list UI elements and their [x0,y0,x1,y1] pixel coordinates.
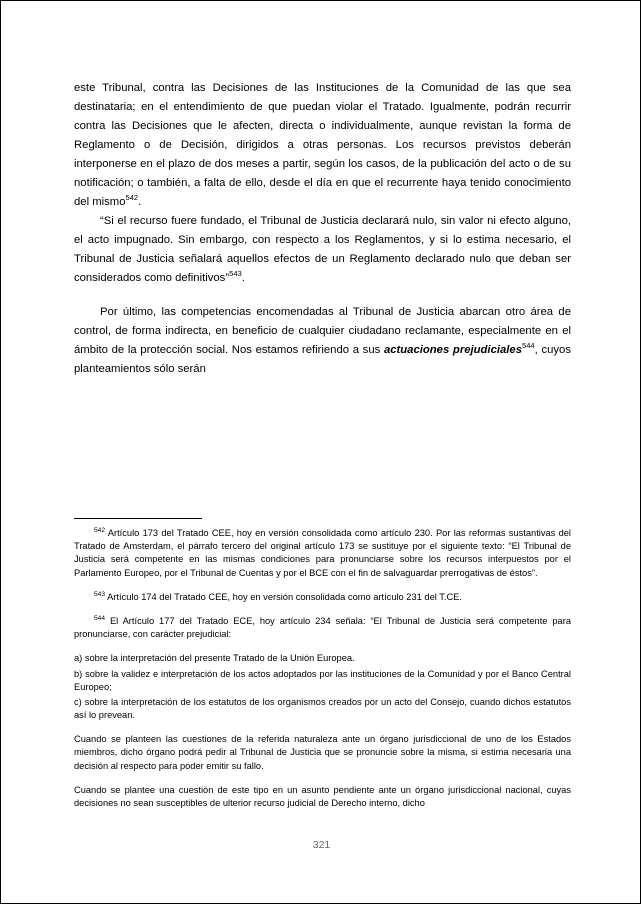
footnote-544-text: El Artículo 177 del Tratado ECE, hoy artículo 234 señala: “El Tribunal de Justicia será competente para pronunciarse, con carácter prejudicial: [74,615,571,640]
main-text-column [74,79,571,379]
footnote-544-item-b: b) sobre la validez e interpretación de los actos adoptados por las instituciones de la Comunidad y por el Banco Central Europeo; [74,668,571,692]
paragraph-2 [74,212,571,288]
footnote-543 [74,591,571,604]
paragraph-3-text-after: , cuyos planteamientos sólo serán [74,343,571,375]
paragraph-1 [74,79,571,212]
footnote-543-marker: 543 [94,590,106,598]
paragraph-3-emphasis: actuaciones prejudiciales [383,343,522,356]
footnote-542 [74,527,571,580]
footnote-ref-544[interactable]: 544 [521,340,535,350]
footnote-544-item-c: c) sobre la interpretación de los estatutos de los organismos creados por un acto del Consejo, cuando dichos estatutos así lo prevean. [74,696,571,721]
paragraph-1-tail: . [138,195,142,208]
paragraph-1-text: este Tribunal, contra las Decisiones de las Instituciones de la Comunidad de las que sea destinataria; en el entendimiento de que puedan violar el Tratado. Igualmente, podrán recurrir contra las Decisiones que le afecten, directa o individualmente, aunque revistan la forma de Reglamento o de Decisión, dirigidos a otras personas. Los recursos previstos deberán interponerse en el plazo de dos meses a partir, según los casos, de la publicación del acto o de su notificación; o también, a falta de ello, desde el día en que el recurrente haya tenido conocimiento del mismo [74,82,571,208]
paragraph-3-text-before: Por último, las competencias encomendadas al Tribunal de Justicia abarcan otro área de control, de forma indirecta, en beneficio de cualquier ciudadano reclamante, especialmente en el ámbito de la protección social. Nos estamos refiriendo a sus [74,305,571,356]
footnote-ref-543[interactable]: 543 [229,268,242,278]
paragraph-3 [74,303,571,379]
footnote-544-item-a: a) sobre la interpretación del presente Tratado de la Unión Europea. [74,653,355,664]
footnote-542-text: Artículo 173 del Tratado CEE, hoy en versión consolidada como artículo 230. Por las reformas sustantivas del Tratado de Amsterdam, el párrafo tercero del original artículo 173 se sustituye por el siguiente texto: “El Tribunal de Justicia será competente en las mismas condiciones para pronunciarse sobre los recursos interpuestos por el Parlamento Europeo, por el Tribunal de Cuentas y por el BCE con el fin de salvaguardar prerrogativas de éstos”. [74,528,571,578]
footnote-separator-rule [74,518,202,519]
paragraph-spacer [74,288,571,303]
page-number: 321 [312,839,331,851]
footnote-544-paragraph-d: Cuando se planteen las cuestiones de la referida naturaleza ante un órgano jurisdiccional de uno de los Estados miembros, dicho órgano podrá pedir al Tribunal de Justicia que se pronuncie sobre la misma, si estima necesaria una decisión al respecto para poder emitir su fallo. [74,734,571,771]
footnote-544 [74,615,571,641]
footnote-544-marker: 544 [94,614,106,622]
footnote-ref-542[interactable]: 542 [125,193,139,203]
footnote-542-marker: 542 [94,526,106,534]
footnote-544-paragraph-e: Cuando se plantee una cuestión de este tipo en un asunto pendiente ante un órgano jurisdiccional nacional, cuyas decisiones no sean susceptibles de ulterior recurso judicial de Derecho interno, dicho [74,784,571,808]
footnotes-section [74,527,571,821]
paragraph-2-text: “Si el recurso fuere fundado, el Tribunal de Justicia declarará nulo, sin valor ni efecto alguno, el acto impugnado. Sin embargo, con respecto a los Reglamentos, y si lo estima necesario, el Tribunal de Justicia señalará aquellos efectos de un Reglamento declarado nulo que deban ser considerados como definitivos” [74,214,571,284]
paragraph-2-tail: . [241,271,245,284]
footnote-543-text: Artículo 174 del Tratado CEE, hoy en versión consolidada como artículo 231 del T.CE. [107,591,462,602]
